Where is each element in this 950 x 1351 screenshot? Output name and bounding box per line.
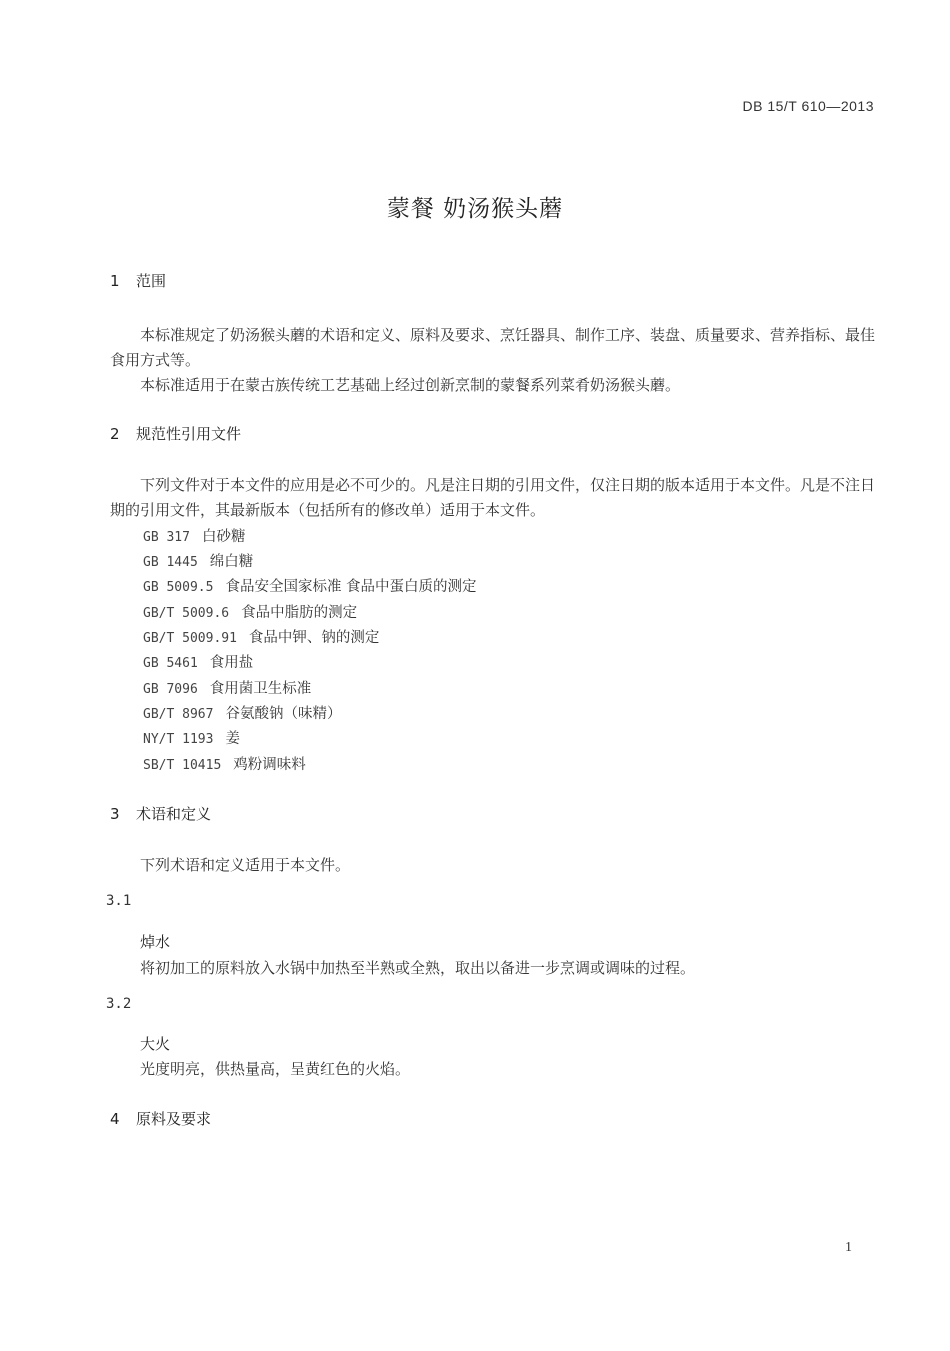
reference-item [143,601,357,622]
reference-code: GB 317 [143,530,190,545]
reference-code: SB/T 10415 [143,758,222,773]
term-definition: 光度明亮，供热量高，呈黄红色的火焰。 [140,1060,411,1078]
section-title: 规范性引用文件 [136,425,242,443]
reference-item [143,753,306,774]
reference-code: GB/T 5009.6 [143,606,230,621]
reference-code: GB 7096 [143,682,198,697]
term-number: 3.1 [106,893,132,909]
term-definition: 将初加工的原料放入水锅中加热至半熟或全熟，取出以备进一步烹调或调味的过程。 [140,959,696,977]
reference-item [143,626,379,647]
reference-code: GB/T 5009.91 [143,631,237,646]
reference-name: 白砂糖 [201,529,246,545]
reference-item [143,550,253,571]
reference-name: 绵白糖 [209,554,254,570]
section-heading-references [110,423,241,444]
section-heading-materials [110,1108,211,1129]
references-intro: 下列文件对于本文件的应用是必不可少的。凡是注日期的引用文件，仅注日期的版本适用于本文件。凡是不注日期的引用文件，其最新版本（包括所有的修改单）适用于本文件。 [110,476,876,519]
section-number: 2 [110,425,120,443]
reference-item [143,525,245,546]
reference-code: GB 1445 [143,555,198,570]
reference-name: 谷氨酸钠（味精） [225,706,342,722]
section-heading-scope [110,270,166,291]
scope-paragraph-1: 本标准规定了奶汤猴头蘑的术语和定义、原料及要求、烹饪器具、制作工序、装盘、质量要求、营养指标、最佳食用方式等。 [110,326,876,369]
reference-name: 姜 [225,731,240,747]
reference-code: GB/T 8967 [143,707,214,722]
terms-intro: 下列术语和定义适用于本文件。 [140,856,351,874]
reference-name: 食品中脂肪的测定 [241,605,358,621]
section-title: 范围 [136,272,167,290]
page-number: 1 [845,1240,852,1255]
section-number: 1 [110,272,120,290]
scope-paragraph-2: 本标准适用于在蒙古族传统工艺基础上经过创新烹制的蒙餐系列菜肴奶汤猴头蘑。 [140,376,681,394]
reference-item [143,651,253,672]
section-number: 4 [110,1110,120,1128]
section-title: 术语和定义 [136,805,212,823]
term-name: 大火 [140,1035,171,1053]
reference-name: 食品中钾、钠的测定 [248,630,380,646]
document-title: 蒙餐 奶汤猴头蘑 [386,196,564,222]
term-number: 3.2 [106,996,132,1012]
standard-code: DB 15/T 610—2013 [742,98,874,114]
reference-item [143,727,240,748]
reference-item [143,702,341,723]
reference-code: GB 5461 [143,656,198,671]
section-number: 3 [110,805,120,823]
reference-code: GB 5009.5 [143,580,214,595]
reference-item [143,575,477,596]
term-name: 焯水 [140,933,171,951]
section-title: 原料及要求 [136,1110,212,1128]
reference-name: 食用菌卫生标准 [209,681,312,697]
reference-name: 鸡粉调味料 [233,757,306,773]
reference-name: 食用盐 [209,655,254,671]
reference-name: 食品安全国家标准 食品中蛋白质的测定 [225,579,477,595]
reference-item [143,677,311,698]
section-heading-terms [110,803,211,824]
reference-code: NY/T 1193 [143,732,214,747]
